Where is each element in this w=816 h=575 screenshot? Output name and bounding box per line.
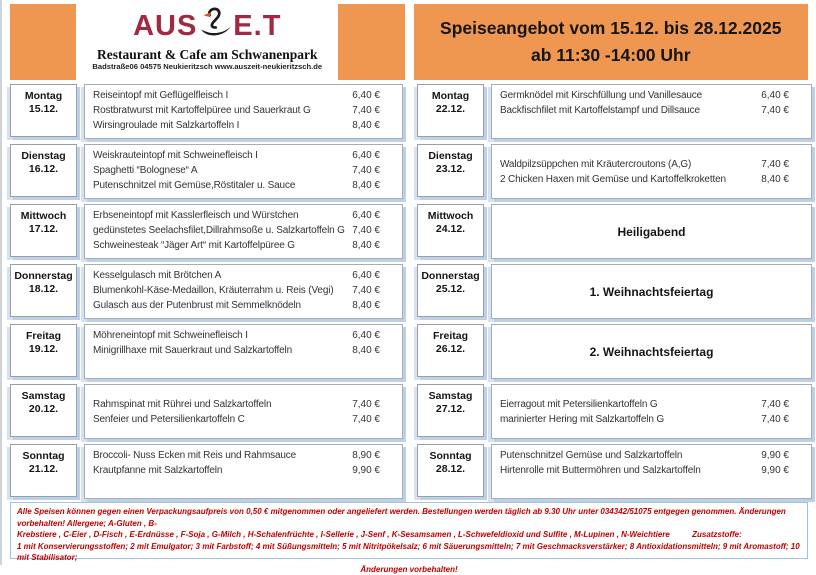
menu-item [93,463,402,478]
menu-item-name: Möhreneintopf mit Schweinefleisch I [93,328,346,343]
menu-item-price: 7,40 € [755,157,789,172]
menu-item-price: 8,40 € [346,238,380,253]
menu-item-name: Spaghetti “Bolognese“ A [93,163,346,178]
menu-item-price: 7,40 € [755,412,789,427]
day-date: 25.12. [418,283,483,296]
menu-item-price: 8,40 € [755,172,789,187]
menu-item-name: Krautpfanne mit Salzkartoffeln [93,463,346,478]
day-date: 26.12. [418,343,483,356]
footer-line: Krebstiere , C-Eier , D-Fisch , E-Erdnüsse , F-Soja , G-Milch , H-Schalenfrüchte , I-Sellerie , J-Senf , K-Sesamsamen , L-Schwefeldioxid und Sulfite , M-Lupinen , N-Weichtiere Zusatzstoffe: [17,529,801,541]
brand-text-left: AUS [133,12,197,41]
day-cell [417,324,484,377]
menu-item [500,463,811,478]
day-name: Sonntag [418,450,483,463]
day-date: 18.12. [11,283,76,296]
menu-item-price: 9,90 € [755,448,789,463]
page-title-hours: ab 11:30 -14:00 Uhr [414,42,809,69]
menu-item [93,298,402,313]
menu-item-name: marinierter Hering mit Salzkartoffeln G [500,412,755,427]
menu-cell [84,84,403,139]
menu-item-name: Waldpilzsüppchen mit Kräutercroutons (A,G) [500,157,755,172]
menu-item-name: Backfischfilet mit Kartoffelstampf und Dillsauce [500,103,755,118]
day-name: Samstag [11,390,76,403]
menu-item [93,163,402,178]
menu-item-price: 7,40 € [346,103,380,118]
day-cell [10,204,77,257]
menu-item [500,172,811,187]
header-title-panel [414,4,809,80]
footer-line: Alle Speisen können gegen einen Verpackungsaufpreis von 0,50 € mitgenommen oder angeliefert werden. Bestellungen werden täglich ab 9.30 Uhr unter 034342/51075 entgegen genommen. Änderungen vorbehalten! Allergene; A-Gluten , B- [17,506,801,529]
menu-item-name: Gulasch aus der Putenbrust mit Semmelknödeln [93,298,346,313]
menu-item [93,103,402,118]
menu-item-price: 8,40 € [346,343,380,358]
menu-grid [10,84,812,499]
swan-icon [198,3,232,46]
menu-cell [491,204,812,259]
day-date: 21.12. [11,463,76,476]
day-date: 22.12. [418,103,483,116]
menu-item-price: 7,40 € [346,412,380,427]
menu-cell [84,204,403,259]
menu-item-name: Erbseneintopf mit Kasslerfleisch und Würstchen [93,208,346,223]
day-cell [417,204,484,257]
menu-item [500,448,811,463]
menu-item-name: Germknödel mit Kirschfüllung und Vanillesauce [500,88,755,103]
day-name: Sonntag [11,450,76,463]
menu-item-name: Hirtenrolle mit Buttermöhren und Salzkartoffeln [500,463,755,478]
menu-item [93,208,402,223]
day-date: 15.12. [11,103,76,116]
day-cell [10,324,77,377]
menu-item [93,223,402,238]
menu-cell [84,384,403,439]
menu-item-price: 6,40 € [346,328,380,343]
menu-item-name: Senfeier und Petersilienkartoffeln C [93,412,346,427]
menu-item-name: Reiseintopf mit Geflügelfleisch I [93,88,346,103]
day-date: 20.12. [11,403,76,416]
day-cell [417,264,484,317]
menu-cell [491,264,812,319]
menu-item [93,343,402,358]
day-date: 19.12. [11,343,76,356]
day-cell [417,444,484,497]
menu-item-name: Rahmspinat mit Rührei und Salzkartoffeln [93,397,346,412]
menu-item-name: Putenschnitzel Gemüse und Salzkartoffeln [500,448,755,463]
menu-item [93,148,402,163]
day-date: 28.12. [418,463,483,476]
day-name: Donnerstag [11,270,76,283]
menu-item-price: 6,40 € [346,268,380,283]
menu-item [500,103,811,118]
menu-item [93,88,402,103]
menu-item-price: 7,40 € [346,397,380,412]
restaurant-address: Badstraße06 04575 Neukieritzsch www.auszeit-neukieritzsch.de [76,62,338,72]
menu-item-price: 7,40 € [346,283,380,298]
menu-item-name: Rostbratwurst mit Kartoffelpüree und Sauerkraut G [93,103,346,118]
footer-closing: Änderungen vorbehalten! [17,564,801,575]
day-date: 24.12. [418,223,483,236]
header-logo-panel [10,4,405,80]
menu-item-name: Weiskrauteintopf mit Schweinefleisch I [93,148,346,163]
menu-item [93,397,402,412]
day-name: Montag [418,90,483,103]
day-cell [10,144,77,197]
menu-item-name: Putenschnitzel mit Gemüse,Röstitaler u. Sauce [93,178,346,193]
day-name: Freitag [11,330,76,343]
menu-item-price: 6,40 € [346,88,380,103]
menu-item-name: gedünstetes Seelachsfilet,Dillrahmsoße u. Salzkartoffeln G [93,223,346,238]
restaurant-logo [76,4,338,80]
footer-lines [17,506,801,564]
menu-item [93,412,402,427]
menu-item-name: Kesselgulasch mit Brötchen A [93,268,346,283]
day-date: 23.12. [418,163,483,176]
menu-cell [84,444,403,499]
menu-item-name: Eierragout mit Petersilienkartoffeln G [500,397,755,412]
day-name: Mittwoch [11,210,76,223]
day-cell [10,384,77,437]
holiday-label: 1. Weihnachtsfeiertag [590,285,714,299]
day-cell [417,384,484,437]
menu-cell [491,84,812,139]
menu-item-price: 6,40 € [346,208,380,223]
day-date: 17.12. [11,223,76,236]
menu-item [500,397,811,412]
menu-item [93,118,402,133]
page-title: Speiseangebot vom 15.12. bis 28.12.2025 [414,15,809,42]
menu-cell [491,324,812,379]
day-name: Dienstag [11,150,76,163]
menu-item-price: 9,90 € [755,463,789,478]
menu-cell [491,444,812,499]
menu-item [500,88,811,103]
menu-item-price: 6,40 € [346,148,380,163]
menu-item-price: 7,40 € [755,397,789,412]
page-header [10,4,808,80]
menu-item-price: 7,40 € [346,223,380,238]
day-cell [10,444,77,497]
menu-cell [491,144,812,199]
day-date: 16.12. [11,163,76,176]
footer-line: 1 mit Konservierungsstoffen; 2 mit Emulgator; 3 mit Farbstoff; 4 mit Süßungsmitteln; 5 mit Nitritpökelsalz; 6 mit Säuerungsmitteln; 7 mit Geschmacksverstärker; 8 Antioxidationsmitteln; 9 mit Aromastoff; 10 mit Stabilisator; [17,541,801,564]
day-name: Donnerstag [418,270,483,283]
day-cell [417,144,484,197]
menu-item-price: 9,90 € [346,463,380,478]
footer-note [10,502,808,559]
menu-item [93,268,402,283]
holiday-label: 2. Weihnachtsfeiertag [590,345,714,359]
menu-item-price: 8,40 € [346,118,380,133]
day-cell [10,264,77,317]
day-name: Samstag [418,390,483,403]
menu-item-name: Minigrillhaxe mit Sauerkraut und Salzkartoffeln [93,343,346,358]
menu-item-name: 2 Chicken Haxen mit Gemüse und Kartoffelkroketten [500,172,755,187]
menu-item-price: 6,40 € [755,88,789,103]
brand-text-right: E.T [233,12,281,41]
day-cell [10,84,77,137]
menu-item-price: 8,40 € [346,178,380,193]
brand-line [76,5,338,47]
restaurant-subtitle: Restaurant & Cafe am Schwanenpark [76,47,338,62]
menu-cell [84,144,403,199]
menu-item [93,238,402,253]
day-name: Mittwoch [418,210,483,223]
menu-item-name: Wirsingroulade mit Salzkartoffeln I [93,118,346,133]
menu-item [93,283,402,298]
menu-item [93,448,402,463]
menu-item [93,178,402,193]
menu-item-price: 8,40 € [346,298,380,313]
menu-item-price: 7,40 € [755,103,789,118]
menu-cell [84,264,403,319]
menu-item-price: 8,90 € [346,448,380,463]
day-name: Freitag [418,330,483,343]
day-name: Dienstag [418,150,483,163]
day-name: Montag [11,90,76,103]
day-cell [417,84,484,137]
menu-item-name: Blumenkohl-Käse-Medaillon, Kräuterrahm u. Reis (Vegi) [93,283,346,298]
day-date: 27.12. [418,403,483,416]
menu-item-price: 7,40 € [346,163,380,178]
menu-item [500,157,811,172]
menu-item-name: Broccoli- Nuss Ecken mit Reis und Rahmsauce [93,448,346,463]
menu-item-name: Schweinesteak “Jäger Art“ mit Kartoffelpüree G [93,238,346,253]
menu-cell [491,384,812,439]
menu-item [93,328,402,343]
menu-cell [84,324,403,379]
holiday-label: Heiligabend [617,225,685,239]
menu-item [500,412,811,427]
